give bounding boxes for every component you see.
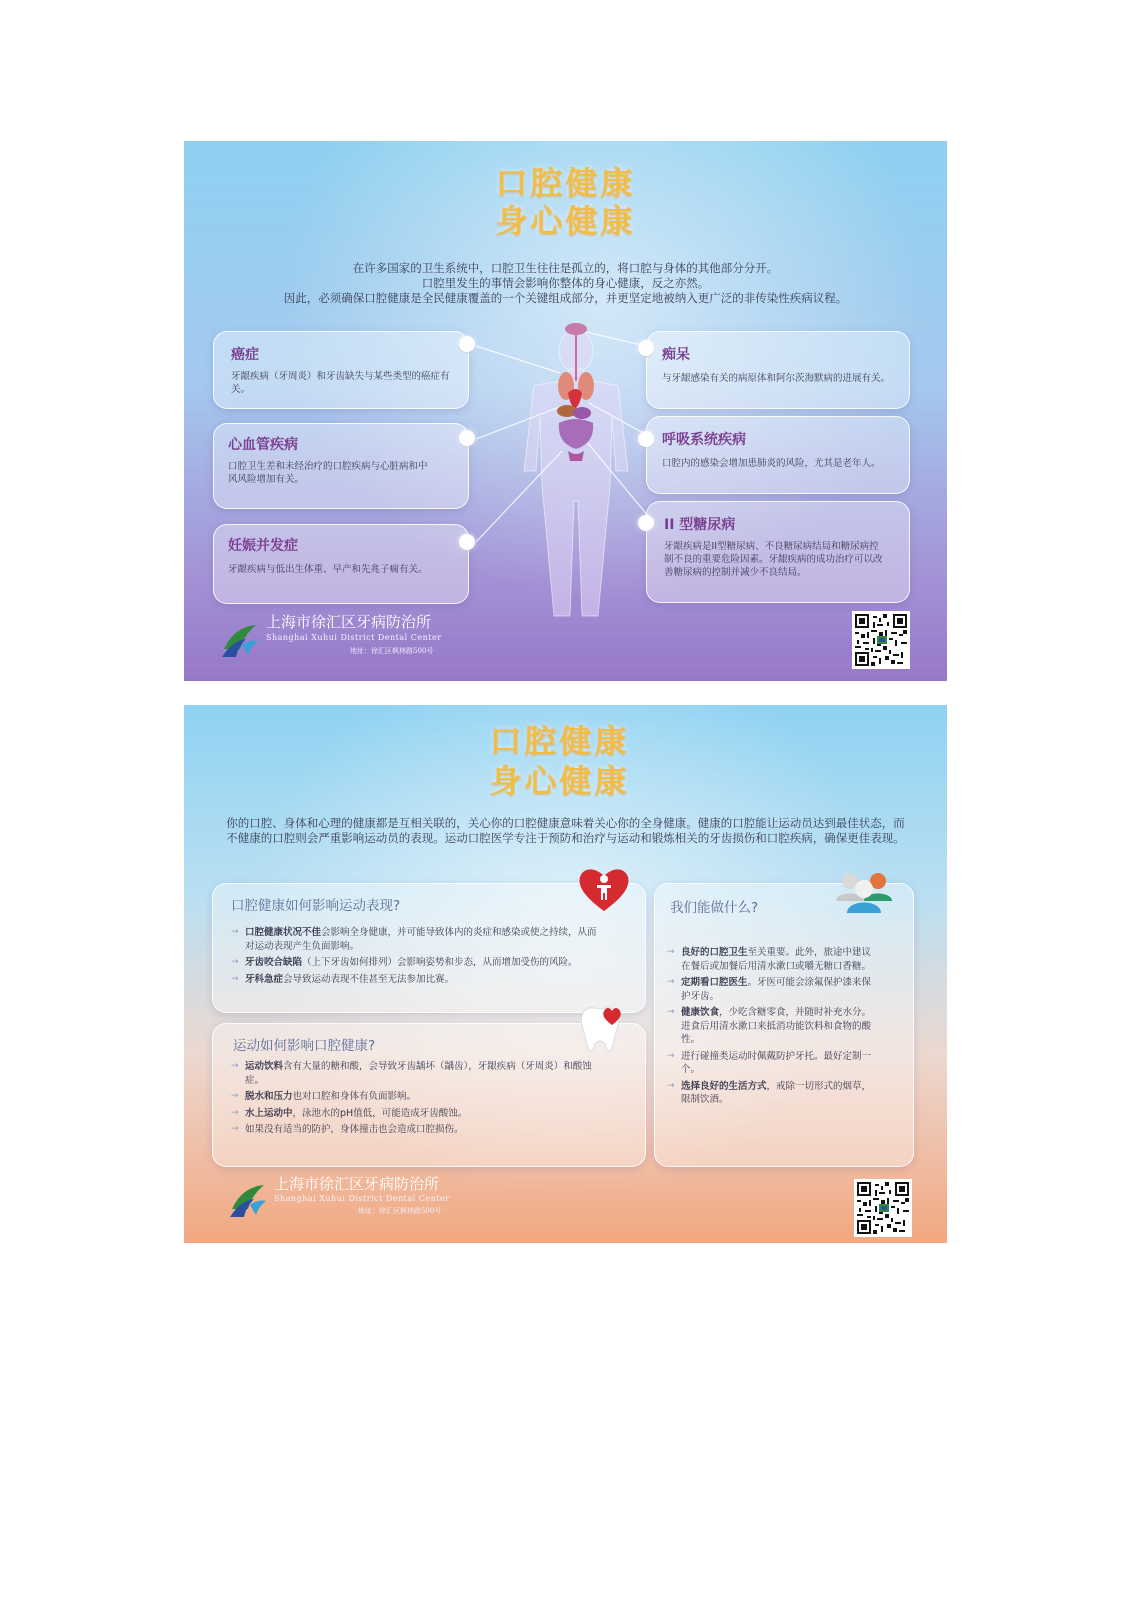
- poster2-intro: 你的口腔、身体和心理的健康都是互相关联的，关心你的口腔健康意味着关心你的全身健康。健康的口腔能让运动员达到最佳状态，而不健康的口腔则会严重影响运动员的表现。运动口腔医学专注于预防和治疗与运动和锻炼相关的牙齿损伤和口腔疾病，确保更佳表现。: [226, 816, 905, 845]
- poster2-title-line2: 身心健康: [489, 762, 630, 800]
- card2-list: [231, 1060, 601, 1140]
- poster1-title-line1: 口腔健康: [495, 164, 636, 202]
- qr-code: [852, 611, 910, 669]
- card-cardiovascular: [213, 423, 469, 509]
- clinic-logo-icon: [228, 1179, 268, 1219]
- card-diabetes-text: 牙龈疾病是II型糖尿病、不良糖尿病结局和糖尿病控制不良的重要危险因素。牙龈疾病的成功治疗可以改善糖尿病的控制并减少不良结局。: [664, 541, 883, 578]
- clinic-address: 地址：徐汇区枫林路500号: [350, 647, 434, 655]
- poster-oral-systemic-health: [184, 141, 947, 681]
- card2-item: → 水上运动中，泳池水的pH值低，可能造成牙齿酸蚀。: [231, 1107, 601, 1121]
- card1-item: → 口腔健康状况不佳会影响全身健康，并可能导致体内的炎症和感染或使之持续，从而对运动表现产生负面影响。: [231, 926, 601, 953]
- card-cancer-title: 癌症: [231, 347, 259, 363]
- card-respiratory: [646, 416, 910, 494]
- card3-item: → 选择良好的生活方式，戒除一切形式的烟草，限制饮酒。: [667, 1080, 877, 1107]
- people-group-icon: [832, 867, 896, 919]
- card-diabetes-title: II 型糖尿病: [664, 517, 736, 533]
- connector-dot-diabetes: [638, 515, 654, 531]
- card3-list: [667, 946, 877, 1110]
- clinic-name-cn: 上海市徐汇区牙病防治所: [274, 1175, 440, 1193]
- card-dementia: [646, 331, 910, 409]
- card2-title: 运动如何影响口腔健康?: [233, 1038, 376, 1054]
- connector-dot-respiratory: [638, 431, 654, 447]
- card2-item: → 如果没有适当的防护，身体撞击也会造成口腔损伤。: [231, 1123, 601, 1137]
- heart-person-icon: [576, 865, 632, 915]
- card-cancer-text: 牙龈疾病（牙周炎）和牙齿缺失与某些类型的癌症有关。: [231, 371, 450, 395]
- card-what-we-can-do: [654, 883, 914, 1167]
- poster1-title-line2: 身心健康: [495, 202, 636, 240]
- card-dementia-title: 痴呆: [662, 347, 690, 363]
- connector-dot-dementia: [638, 340, 654, 356]
- card3-title: 我们能做什么?: [670, 900, 759, 916]
- card1-title: 口腔健康如何影响运动表现?: [231, 898, 401, 914]
- card-cardiovascular-title: 心血管疾病: [228, 437, 298, 453]
- poster1-intro-line2: 口腔里发生的事情会影响你整体的身心健康，反之亦然。: [421, 276, 710, 290]
- clinic-name-en: Shanghai Xuhui District Dental Center: [274, 1194, 450, 1203]
- connector-dot-cardiovascular: [459, 430, 475, 446]
- card-respiratory-text: 口腔内的感染会增加患肺炎的风险，尤其是老年人。: [662, 458, 881, 469]
- tooth-heart-icon: [574, 1003, 630, 1059]
- card-cardiovascular-text: 口腔卫生差和未经治疗的口腔疾病与心脏病和中风风险增加有关。: [228, 461, 428, 485]
- poster1-intro-line3: 因此，必须确保口腔健康是全民健康覆盖的一个关键组成部分，并更坚定地被纳入更广泛的非传染性疾病议程。: [283, 291, 848, 305]
- poster2-title-line1: 口腔健康: [489, 722, 630, 760]
- qr-code: [854, 1179, 912, 1237]
- card1-item: → 牙科急症会导致运动表现不佳甚至无法参加比赛。: [231, 973, 601, 987]
- clinic-address: 地址：徐汇区枫林路500号: [358, 1207, 442, 1215]
- card2-item: → 运动饮料含有大量的糖和酸，会导致牙齿龋坏（龋齿），牙龈疾病（牙周炎）和酸蚀症。: [231, 1060, 601, 1087]
- clinic-name-en: Shanghai Xuhui District Dental Center: [266, 633, 442, 642]
- poster1-intro-line1: 在许多国家的卫生系统中，口腔卫生往往是孤立的，将口腔与身体的其他部分分开。: [352, 261, 779, 275]
- connector-dot-pregnancy: [459, 534, 475, 550]
- card3-item: → 健康饮食，少吃含糖零食，并随时补充水分。进食后用清水漱口来抵消功能饮料和食物的酸性。: [667, 1006, 877, 1047]
- clinic-logo: [228, 1173, 508, 1233]
- card-cancer: [213, 331, 469, 409]
- card3-item: → 定期看口腔医生。牙医可能会涂氟保护漆来保护牙齿。: [667, 976, 877, 1003]
- card-pregnancy-text: 牙龈疾病与低出生体重、早产和先兆子痫有关。: [228, 564, 428, 575]
- card-pregnancy-title: 妊娠并发症: [228, 538, 298, 554]
- brain-icon: [565, 323, 587, 335]
- card-respiratory-title: 呼吸系统疾病: [662, 432, 746, 448]
- poster-sports-oral-health: [184, 705, 947, 1243]
- clinic-logo: [220, 611, 480, 671]
- card3-item: → 良好的口腔卫生至关重要。此外，旅途中建议在餐后或加餐后用清水漱口或嚼无糖口香糖。: [667, 946, 877, 973]
- card3-item: → 进行碰撞类运动时佩戴防护牙托。最好定制一个。: [667, 1050, 877, 1077]
- clinic-name-cn: 上海市徐汇区牙病防治所: [266, 613, 432, 631]
- card-diabetes: [646, 501, 910, 603]
- card1-item: → 牙齿咬合缺陷（上下牙齿如何排列）会影响姿势和步态，从而增加受伤的风险。: [231, 956, 601, 970]
- card2-item: → 脱水和压力也对口腔和身体有负面影响。: [231, 1090, 601, 1104]
- card-pregnancy: [213, 524, 469, 604]
- card1-list: [231, 926, 601, 989]
- connector-dot-cancer: [459, 336, 475, 352]
- card-dementia-text: 与牙龈感染有关的病原体和阿尔茨海默病的进展有关。: [662, 373, 891, 384]
- clinic-logo-icon: [220, 619, 260, 659]
